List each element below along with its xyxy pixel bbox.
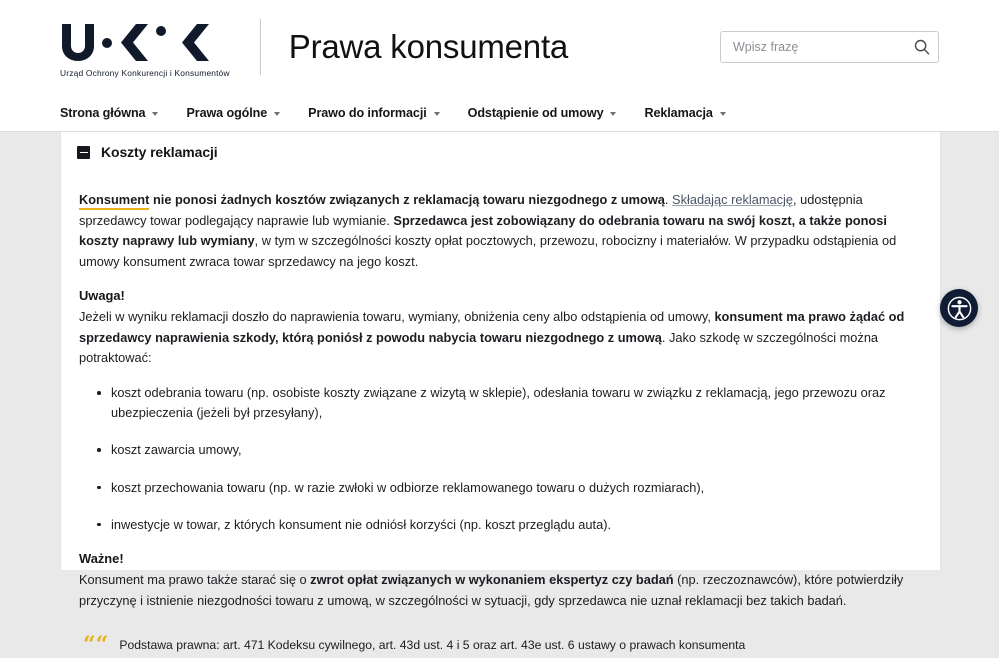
para1-seg-a: nie ponosi żadnych kosztów związanych z reklamacją towaru niezgodnego z umową xyxy=(149,192,665,207)
list-item: koszt zawarcia umowy, xyxy=(111,440,910,460)
header-divider xyxy=(260,19,261,75)
wazne-seg-a: Konsument ma prawo także starać się o xyxy=(79,571,311,587)
uwaga-seg-a: Jeżeli w wyniku reklamacji doszło do naprawienia towaru, wymiany, obniżenia ceny albo odstąpienia od umowy, xyxy=(79,308,715,324)
chevron-down-icon xyxy=(274,112,280,116)
accordion-title: Koszty reklamacji xyxy=(101,144,218,160)
wazne-seg-b: zwrot opłat związanych w wykonaniem ekspertyz czy badań xyxy=(310,571,674,587)
nav-item-prawa-ogolne[interactable] xyxy=(186,106,280,120)
para1-seg-e: , w tym w szczególności koszty opłat pocztowych, przewozu, robocizny i materiałów. W przypadku odstąpienia od umowy konsument zwraca towar sprzedawcy na jego koszt. xyxy=(79,233,897,270)
paragraph-uwaga xyxy=(79,307,910,369)
para1-seg-d: Sprzedawca jest zobowiązany do odebrania towaru na swój koszt, a także ponosi koszty naprawy lub wymiany xyxy=(79,212,887,249)
search-box xyxy=(720,31,939,63)
accessibility-widget-button[interactable] xyxy=(940,289,978,327)
article-body xyxy=(61,160,940,658)
chevron-down-icon xyxy=(434,112,440,116)
nav-label: Prawa ogólne xyxy=(186,105,268,120)
uwaga-seg-c: . Jako szkodę w szczególności można potraktować: xyxy=(79,329,879,366)
nav-item-odstapienie-od-umowy[interactable] xyxy=(468,106,617,120)
nav-label: Reklamacja xyxy=(644,105,713,120)
logo-mark xyxy=(60,21,230,65)
logo-subtitle: Urząd Ochrony Konkurencji i Konsumentów xyxy=(60,67,230,78)
uokik-logo-glyph xyxy=(60,22,212,64)
accordion-header-koszty-reklamacji[interactable] xyxy=(61,132,940,160)
nav-label: Prawo do informacji xyxy=(308,105,427,120)
paragraph-wazne xyxy=(79,570,910,611)
minus-square-icon[interactable] xyxy=(77,146,90,159)
uwaga-seg-b: konsument ma prawo żądać od sprzedawcy naprawienia szkody, którą poniósł z powodu nabycia towaru niezgodnego z umową xyxy=(79,308,905,345)
page-title: Prawa konsumenta xyxy=(288,28,569,65)
nav-item-prawo-do-informacji[interactable] xyxy=(308,106,439,120)
link-skladajac-reklamacje[interactable]: Składając reklamację xyxy=(672,192,793,207)
chevron-down-icon xyxy=(610,112,616,116)
legal-basis-note xyxy=(79,632,910,658)
list-item: koszt odebrania towaru (np. osobiste koszty związane z wizytą w sklepie), odesłania towaru w związku z reklamacją, jego przewozu oraz ubezpieczenia (jeżeli był przesyłany), xyxy=(111,383,910,423)
search-icon xyxy=(914,39,930,55)
nav-label: Odstąpienie od umowy xyxy=(467,105,604,120)
chevron-down-icon xyxy=(152,112,158,116)
legal-basis-text: Podstawa prawna: art. 471 Kodeksu cywilnego, art. 43d ust. 4 i 5 oraz art. 43e ust. 6 ustawy o prawach konsumenta xyxy=(119,638,746,653)
uokik-logo[interactable] xyxy=(60,17,230,78)
damages-list xyxy=(79,383,910,535)
search-button[interactable] xyxy=(906,32,938,62)
heading-uwaga: Uwaga! xyxy=(79,287,125,303)
list-item: koszt przechowania towaru (np. w razie zwłoki w odbiorze reklamowanego towaru o dużych rozmiarach), xyxy=(111,478,910,498)
content-stage xyxy=(0,132,999,658)
chevron-down-icon xyxy=(720,112,726,116)
accessibility-person-icon xyxy=(946,295,973,322)
brand-lockup[interactable] xyxy=(60,0,568,94)
quote-marks-icon: ““ xyxy=(83,632,109,658)
main-navigation xyxy=(0,94,999,132)
nav-item-strona-glowna[interactable] xyxy=(60,106,158,120)
paragraph-intro xyxy=(79,190,910,273)
nav-label: Strona główna xyxy=(60,105,146,120)
content-panel xyxy=(60,132,941,658)
highlight-konsument: Konsument xyxy=(79,192,149,210)
nav-item-reklamacja[interactable] xyxy=(644,106,725,120)
list-item: inwestycje w towar, z których konsument nie odniósł korzyści (np. koszt przeglądu auta). xyxy=(111,515,910,535)
heading-wazne: Ważne! xyxy=(79,551,124,567)
site-header xyxy=(0,0,999,94)
wazne-seg-c: (np. rzeczoznawców), które potwierdziły przyczynę i istnienie niezgodności towaru z umową, w szczególności w sytuacji, gdy sprzedawca nie uznał reklamacji bez takich badań. xyxy=(79,571,904,608)
para1-seg-b: . xyxy=(664,192,673,207)
para1-seg-c: , udostępnia sprzedawcy towar podlegający naprawie lub wymianie. xyxy=(79,192,863,228)
